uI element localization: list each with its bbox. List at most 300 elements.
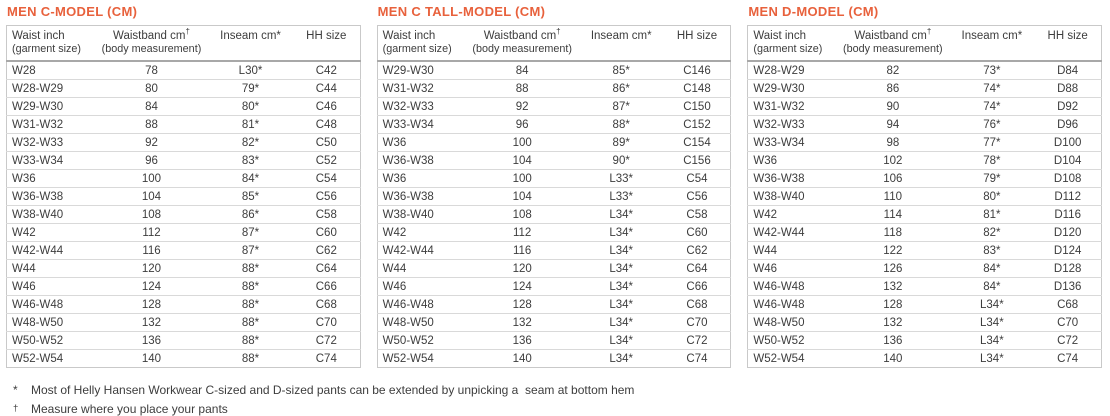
table-row xyxy=(748,332,1102,350)
table-cell: L34* xyxy=(609,352,634,365)
table-row xyxy=(7,134,361,152)
table-cell: 74* xyxy=(983,82,1001,95)
table-cell: W32-W33 xyxy=(382,100,434,113)
table-cell: W42 xyxy=(382,226,407,239)
dagger-superscript: † xyxy=(185,27,190,37)
table-cell: W42-W44 xyxy=(12,244,64,257)
table-cell: W29-W30 xyxy=(382,64,434,77)
table-cell: 106 xyxy=(883,172,903,185)
table-cell: 112 xyxy=(142,226,161,239)
footnote-line xyxy=(6,383,1102,397)
table-cell: C148 xyxy=(683,82,711,95)
footnotes xyxy=(6,383,1102,416)
table-cell: W36 xyxy=(382,172,407,185)
table-cell: 88* xyxy=(241,334,260,347)
column-header-label: Waistband cm† xyxy=(483,27,561,42)
table-row xyxy=(377,350,731,368)
table-cell: L34* xyxy=(980,352,1004,365)
column-header xyxy=(748,26,836,62)
table-cell: C70 xyxy=(315,316,337,329)
table-cell: 98 xyxy=(886,136,900,149)
table-cell: 104 xyxy=(512,154,532,167)
table-cell: 114 xyxy=(883,208,902,221)
table-cell: L34* xyxy=(609,280,634,293)
table-cell: 136 xyxy=(141,334,162,347)
table-cell: 88* xyxy=(241,298,260,311)
table-cell: W42 xyxy=(12,226,36,239)
table-cell: W36-W38 xyxy=(382,154,434,167)
column-header xyxy=(466,26,579,62)
table-row xyxy=(748,170,1102,188)
column-header xyxy=(95,26,208,62)
table-cell: W48-W50 xyxy=(753,316,805,329)
table-cell: L34* xyxy=(609,244,634,257)
table-cell: C72 xyxy=(686,334,708,347)
table-cell: 108 xyxy=(141,208,162,221)
table-cell: L30* xyxy=(238,64,263,77)
table-cell: 100 xyxy=(512,136,532,149)
table-cell: W36-W38 xyxy=(753,172,805,185)
table-row xyxy=(377,170,731,188)
table-title: MEN D-MODEL (CM) xyxy=(748,4,879,19)
table-cell: 122 xyxy=(883,244,903,257)
footnote-text: Measure where you place your pants xyxy=(31,402,228,416)
table-cell: D136 xyxy=(1053,280,1082,293)
table-cell: W44 xyxy=(382,262,407,275)
table-cell: 85* xyxy=(612,64,630,77)
table-cell: 100 xyxy=(141,172,162,185)
table-cell: 82 xyxy=(886,64,900,77)
table-cell: D108 xyxy=(1053,172,1082,185)
table-cell: 88* xyxy=(241,316,260,329)
table-cell: W28-W29 xyxy=(12,82,64,95)
table-cell: D128 xyxy=(1053,262,1082,275)
table-cell: W32-W33 xyxy=(12,136,64,149)
column-header-subline: (body measurement) xyxy=(472,43,572,55)
table-cell: W38-W40 xyxy=(12,208,64,221)
table-cell: L34* xyxy=(980,298,1004,311)
table-cell: 73* xyxy=(983,64,1001,77)
table-cell: W52-W54 xyxy=(12,352,64,365)
table-row xyxy=(7,314,361,332)
table-row xyxy=(748,224,1102,242)
table-row xyxy=(377,314,731,332)
table-cell: 84* xyxy=(983,280,1001,293)
table-cell: W29-W30 xyxy=(12,100,64,113)
table-cell: 116 xyxy=(512,244,532,257)
table-cell: W44 xyxy=(12,262,36,275)
column-header xyxy=(7,26,95,62)
table-cell: W33-W34 xyxy=(382,118,434,131)
table-cell: C62 xyxy=(315,244,337,257)
table-cell: C74 xyxy=(315,352,337,365)
table-cell: 81* xyxy=(983,208,1001,221)
table-cell: 84 xyxy=(145,100,158,113)
table-row xyxy=(7,170,361,188)
table-cell: W46 xyxy=(12,280,36,293)
column-header-label: Waist inch xyxy=(382,30,436,42)
table-row xyxy=(7,80,361,98)
table-cell: W48-W50 xyxy=(382,316,434,329)
table-cell: W42-W44 xyxy=(753,226,805,239)
table-cell: D120 xyxy=(1053,226,1082,239)
table-cell: C56 xyxy=(315,190,337,203)
table-cell: C72 xyxy=(1057,334,1079,347)
table-row xyxy=(377,116,731,134)
table-row xyxy=(377,242,731,260)
column-header-label: HH size xyxy=(676,30,718,42)
header-row xyxy=(748,26,1102,62)
table-cell: 140 xyxy=(512,352,532,365)
table-row xyxy=(7,242,361,260)
table-cell: 108 xyxy=(512,208,532,221)
table-cell: 80 xyxy=(145,82,158,95)
table-row xyxy=(7,206,361,224)
table-body xyxy=(748,61,1102,368)
table-header xyxy=(377,26,731,62)
table-cell: C70 xyxy=(686,316,708,329)
table-row xyxy=(7,224,361,242)
table-cell: W50-W52 xyxy=(753,334,805,347)
size-table-section xyxy=(6,4,361,368)
column-header-label: Inseam cm* xyxy=(220,30,281,42)
table-cell: W46 xyxy=(753,262,777,275)
table-row xyxy=(748,242,1102,260)
header-row xyxy=(7,26,361,62)
size-chart-table xyxy=(6,25,361,368)
table-cell: C54 xyxy=(315,172,337,185)
table-cell: 86* xyxy=(241,208,260,221)
table-cell: 86 xyxy=(886,82,900,95)
table-cell: C44 xyxy=(315,82,337,95)
table-cell: 120 xyxy=(512,262,532,275)
table-header xyxy=(748,26,1102,62)
table-cell: 132 xyxy=(141,316,162,329)
table-cell: 140 xyxy=(883,352,903,365)
size-chart-table xyxy=(747,25,1102,368)
table-cell: 86* xyxy=(612,82,630,95)
table-cell: C66 xyxy=(686,280,708,293)
table-cell: C156 xyxy=(683,154,711,167)
column-header-subline: (garment size) xyxy=(382,43,452,55)
table-row xyxy=(7,98,361,116)
table-cell: 85* xyxy=(241,190,260,203)
table-cell: 88* xyxy=(241,280,260,293)
table-cell: 89* xyxy=(612,136,630,149)
table-row xyxy=(748,80,1102,98)
column-header-subline: (body measurement) xyxy=(101,43,202,55)
table-cell: 76* xyxy=(983,118,1001,131)
table-row xyxy=(748,98,1102,116)
table-row xyxy=(748,206,1102,224)
table-body xyxy=(377,61,731,368)
table-cell: C152 xyxy=(683,118,711,131)
column-header-subline: (body measurement) xyxy=(843,43,943,55)
table-cell: W36 xyxy=(753,154,777,167)
table-cell: 112 xyxy=(512,226,532,239)
table-cell: 136 xyxy=(883,334,903,347)
table-cell: 104 xyxy=(141,190,162,203)
table-row xyxy=(7,296,361,314)
table-cell: C66 xyxy=(315,280,337,293)
table-cell: W29-W30 xyxy=(753,82,805,95)
table-cell: C68 xyxy=(1057,298,1079,311)
footnote-text: Most of Helly Hansen Workwear C-sized and D-sized pants can be extended by unpicking a seam at bottom hem xyxy=(31,383,635,397)
dagger-superscript: † xyxy=(926,27,932,37)
table-cell: 128 xyxy=(141,298,162,311)
table-row xyxy=(377,188,731,206)
table-cell: 110 xyxy=(883,190,902,203)
table-cell: W31-W32 xyxy=(12,118,64,131)
table-cell: 88* xyxy=(241,262,260,275)
table-cell: 74* xyxy=(983,100,1001,113)
table-cell: 132 xyxy=(883,280,903,293)
table-row xyxy=(748,314,1102,332)
table-row xyxy=(748,296,1102,314)
table-cell: 88 xyxy=(515,82,529,95)
table-cell: W36-W38 xyxy=(12,190,64,203)
table-cell: 120 xyxy=(141,262,162,275)
size-table-section xyxy=(747,4,1102,368)
table-cell: 79* xyxy=(241,82,260,95)
table-cell: 80* xyxy=(241,100,260,113)
table-cell: W28 xyxy=(12,64,36,77)
table-cell: W31-W32 xyxy=(753,100,805,113)
table-cell: C58 xyxy=(315,208,337,221)
table-cell: 88* xyxy=(241,352,260,365)
table-cell: L34* xyxy=(609,226,634,239)
table-cell: L34* xyxy=(609,262,634,275)
table-row xyxy=(748,116,1102,134)
table-row xyxy=(748,152,1102,170)
table-cell: C64 xyxy=(315,262,337,275)
table-cell: C42 xyxy=(315,64,337,77)
column-header-label: Waistband cm† xyxy=(854,27,932,42)
table-cell: W36 xyxy=(12,172,36,185)
table-row xyxy=(377,296,731,314)
column-header xyxy=(293,26,360,62)
table-cell: W46-W48 xyxy=(12,298,64,311)
table-cell: 116 xyxy=(142,244,161,257)
column-header xyxy=(1034,26,1101,62)
table-cell: D112 xyxy=(1054,190,1081,203)
table-cell: C68 xyxy=(686,298,708,311)
table-cell: C74 xyxy=(686,352,708,365)
table-row xyxy=(377,332,731,350)
table-row xyxy=(377,152,731,170)
table-cell: D96 xyxy=(1057,118,1079,131)
table-cell: 94 xyxy=(886,118,900,131)
size-table-section xyxy=(377,4,732,368)
table-cell: W31-W32 xyxy=(382,82,434,95)
table-cell: W44 xyxy=(753,244,777,257)
table-cell: W38-W40 xyxy=(382,208,434,221)
table-cell: W42-W44 xyxy=(382,244,434,257)
table-cell: D100 xyxy=(1053,136,1082,149)
table-cell: 80* xyxy=(983,190,1001,203)
table-cell: L34* xyxy=(980,316,1004,329)
table-row xyxy=(748,260,1102,278)
table-cell: C56 xyxy=(686,190,708,203)
table-title: MEN C TALL-MODEL (CM) xyxy=(377,4,546,19)
table-cell: W46-W48 xyxy=(753,298,805,311)
table-cell: W32-W33 xyxy=(753,118,805,131)
footnote-symbol: † xyxy=(13,403,19,414)
table-cell: C50 xyxy=(315,136,337,149)
table-row xyxy=(7,260,361,278)
table-cell: W28-W29 xyxy=(753,64,805,77)
table-row xyxy=(377,80,731,98)
table-cell: 90 xyxy=(886,100,900,113)
dagger-superscript: † xyxy=(556,27,561,37)
column-header-label: HH size xyxy=(1047,30,1088,42)
table-cell: 77* xyxy=(983,136,1001,149)
table-cell: 82* xyxy=(983,226,1001,239)
table-cell: 92 xyxy=(145,136,158,149)
table-row xyxy=(748,134,1102,152)
table-cell: W52-W54 xyxy=(753,352,805,365)
table-row xyxy=(377,98,731,116)
table-body xyxy=(7,61,361,368)
table-cell: 136 xyxy=(512,334,532,347)
table-cell: C72 xyxy=(315,334,337,347)
table-cell: 104 xyxy=(512,190,532,203)
table-cell: 90* xyxy=(612,154,630,167)
table-cell: D92 xyxy=(1057,100,1079,113)
table-row xyxy=(748,61,1102,80)
table-cell: 87* xyxy=(241,226,260,239)
table-cell: C150 xyxy=(683,100,711,113)
table-cell: W46-W48 xyxy=(753,280,805,293)
table-cell: D116 xyxy=(1054,208,1081,221)
column-header-subline: (garment size) xyxy=(753,43,823,55)
size-tables-row xyxy=(6,4,1102,368)
table-cell: 124 xyxy=(141,280,162,293)
table-cell: W38-W40 xyxy=(753,190,805,203)
table-cell: C64 xyxy=(686,262,708,275)
table-cell: W48-W50 xyxy=(12,316,64,329)
table-row xyxy=(748,188,1102,206)
column-header xyxy=(836,26,949,62)
table-cell: 82* xyxy=(241,136,260,149)
table-cell: 96 xyxy=(515,118,529,131)
table-cell: C48 xyxy=(315,118,337,131)
table-cell: L33* xyxy=(609,172,634,185)
table-row xyxy=(377,278,731,296)
column-header xyxy=(579,26,664,62)
table-row xyxy=(377,206,731,224)
column-header-label: Waist inch xyxy=(12,30,65,42)
table-cell: W52-W54 xyxy=(382,352,434,365)
table-cell: L34* xyxy=(980,334,1004,347)
table-cell: 78 xyxy=(145,64,158,77)
table-cell: 132 xyxy=(512,316,532,329)
table-row xyxy=(7,61,361,80)
table-cell: C70 xyxy=(1057,316,1079,329)
table-cell: 92 xyxy=(515,100,529,113)
size-chart-table xyxy=(377,25,732,368)
table-cell: D84 xyxy=(1057,64,1079,77)
table-cell: 88 xyxy=(145,118,158,131)
table-cell: 132 xyxy=(883,316,903,329)
table-row xyxy=(7,332,361,350)
footnote-symbol: * xyxy=(13,383,18,397)
table-cell: C146 xyxy=(683,64,711,77)
table-cell: 87* xyxy=(241,244,260,257)
table-cell: 128 xyxy=(512,298,532,311)
table-cell: 128 xyxy=(883,298,903,311)
table-cell: C60 xyxy=(315,226,337,239)
table-row xyxy=(7,188,361,206)
column-header-label: Inseam cm* xyxy=(961,30,1023,42)
table-cell: C52 xyxy=(315,154,337,167)
table-cell: 84* xyxy=(241,172,260,185)
table-cell: C68 xyxy=(315,298,337,311)
table-cell: W42 xyxy=(753,208,777,221)
table-row xyxy=(7,278,361,296)
table-cell: 88* xyxy=(612,118,630,131)
table-row xyxy=(7,350,361,368)
column-header-label: Inseam cm* xyxy=(590,30,652,42)
table-cell: D88 xyxy=(1057,82,1079,95)
table-cell: C154 xyxy=(683,136,711,149)
table-cell: 83* xyxy=(241,154,260,167)
table-cell: C46 xyxy=(315,100,337,113)
table-cell: 96 xyxy=(145,154,158,167)
column-header xyxy=(377,26,465,62)
table-header xyxy=(7,26,361,62)
table-cell: D124 xyxy=(1053,244,1082,257)
column-header xyxy=(949,26,1034,62)
table-cell: 81* xyxy=(241,118,260,131)
table-cell: L34* xyxy=(609,334,634,347)
table-cell: 140 xyxy=(141,352,162,365)
column-header xyxy=(208,26,293,62)
table-cell: 124 xyxy=(512,280,532,293)
table-title: MEN C-MODEL (CM) xyxy=(7,4,138,19)
table-cell: C58 xyxy=(686,208,708,221)
column-header-subline: (garment size) xyxy=(12,43,81,55)
table-cell: L34* xyxy=(609,298,634,311)
table-cell: 84 xyxy=(515,64,529,77)
table-cell: 118 xyxy=(883,226,902,239)
column-header-label: Waistband cm† xyxy=(113,27,190,42)
table-cell: C60 xyxy=(686,226,708,239)
table-cell: W33-W34 xyxy=(753,136,805,149)
table-cell: D104 xyxy=(1053,154,1082,167)
table-cell: W33-W34 xyxy=(12,154,64,167)
table-cell: 100 xyxy=(512,172,532,185)
table-cell: 87* xyxy=(612,100,630,113)
table-row xyxy=(748,278,1102,296)
table-cell: 78* xyxy=(983,154,1001,167)
table-cell: W50-W52 xyxy=(12,334,64,347)
column-header-label: HH size xyxy=(306,30,347,42)
table-row xyxy=(7,152,361,170)
table-cell: C62 xyxy=(686,244,708,257)
table-cell: 102 xyxy=(883,154,903,167)
table-cell: W36 xyxy=(382,136,407,149)
table-cell: L34* xyxy=(609,208,634,221)
table-cell: W50-W52 xyxy=(382,334,434,347)
table-row xyxy=(377,224,731,242)
table-cell: L34* xyxy=(609,316,634,329)
table-cell: 83* xyxy=(983,244,1001,257)
table-cell: 84* xyxy=(983,262,1001,275)
table-cell: W36-W38 xyxy=(382,190,434,203)
column-header-label: Waist inch xyxy=(753,30,806,42)
table-row xyxy=(377,260,731,278)
